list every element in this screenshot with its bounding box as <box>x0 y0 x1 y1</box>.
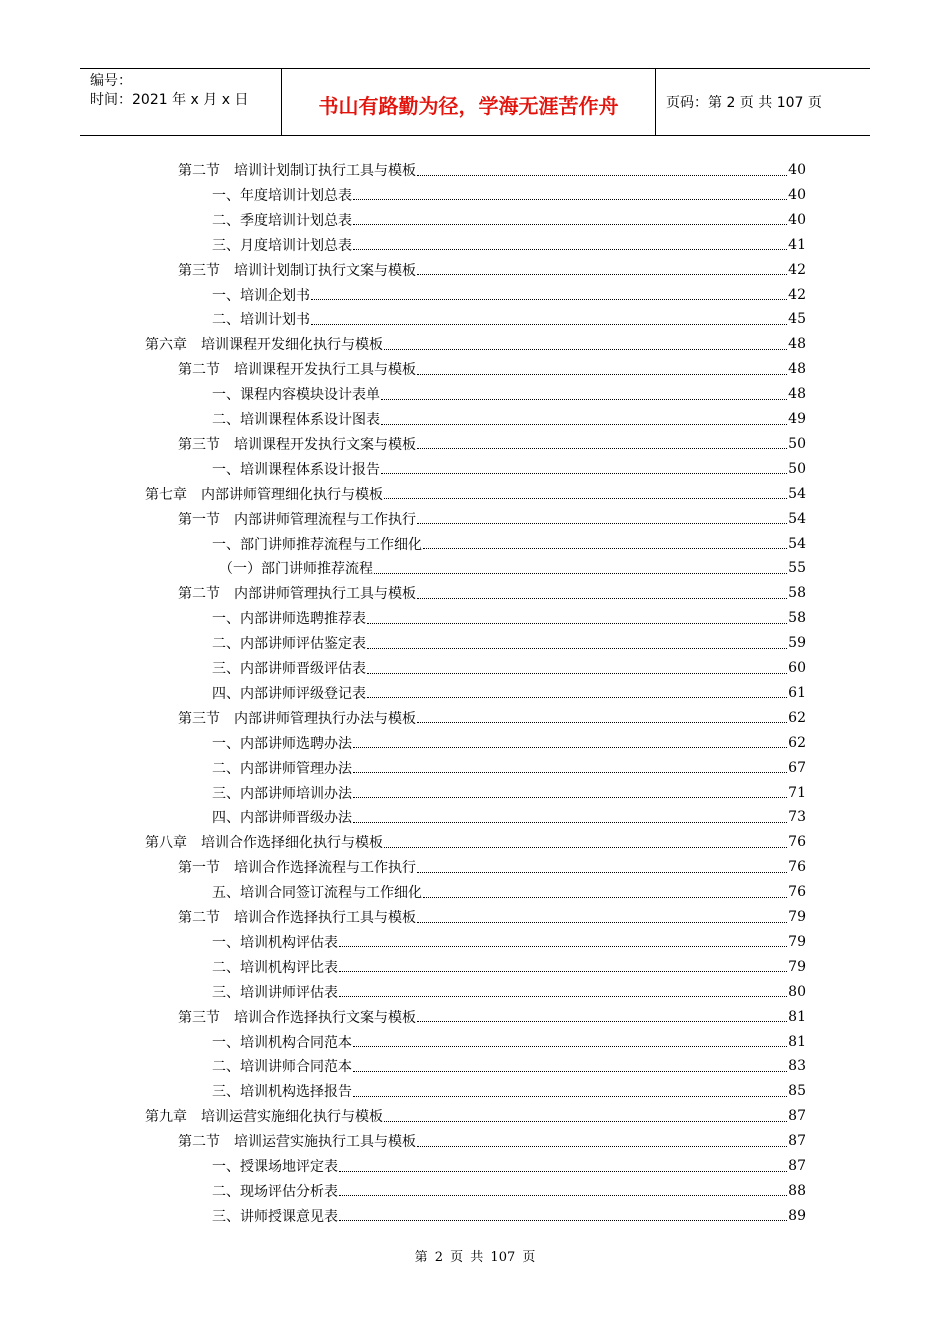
toc-entry-page: 61 <box>788 684 806 701</box>
toc-entry-title: 一、培训机构合同范本 <box>212 1034 352 1051</box>
toc-dot-leader <box>339 1181 787 1196</box>
toc-entry[interactable] <box>212 1204 806 1228</box>
toc-entry-page: 62 <box>788 709 806 726</box>
toc-entry[interactable] <box>212 631 806 655</box>
toc-entry-title: 三、培训机构选择报告 <box>212 1084 352 1101</box>
toc-entry-title: 第七章 内部讲师管理细化执行与模板 <box>145 486 383 503</box>
toc-dot-leader <box>339 1206 787 1221</box>
toc-dot-leader <box>353 235 787 250</box>
toc-entry[interactable] <box>212 606 806 630</box>
toc-entry[interactable] <box>212 1030 806 1054</box>
toc-entry[interactable] <box>212 307 806 331</box>
toc-entry[interactable] <box>212 457 806 481</box>
header-number-label: 编号： <box>90 73 132 89</box>
toc-entry-title: 二、内部讲师评估鉴定表 <box>212 636 366 653</box>
toc-entry-page: 81 <box>788 1033 806 1050</box>
toc-entry-title: 一、授课场地评定表 <box>212 1159 338 1175</box>
toc-entry-title: 三、培训讲师评估表 <box>212 984 338 1001</box>
toc-entry-title: 第三节 培训合作选择执行文案与模板 <box>178 1009 416 1026</box>
toc-entry[interactable] <box>219 556 806 580</box>
toc-dot-leader <box>339 1157 787 1172</box>
toc-entry-title: 一、部门讲师推荐流程与工作细化 <box>212 536 422 553</box>
toc-entry[interactable] <box>212 731 806 755</box>
toc-entry[interactable] <box>178 1005 806 1029</box>
toc-entry[interactable] <box>178 258 806 282</box>
toc-entry-title: 第二节 培训运营实施执行工具与模板 <box>178 1134 416 1151</box>
toc-entry-page: 89 <box>788 1207 806 1224</box>
toc-entry[interactable] <box>178 905 806 929</box>
toc-dot-leader <box>417 1007 787 1022</box>
toc-entry-title: 第一节 培训合作选择流程与工作执行 <box>178 860 416 877</box>
toc-entry[interactable] <box>212 756 806 780</box>
toc-dot-leader <box>367 659 787 674</box>
toc-entry[interactable] <box>212 980 806 1004</box>
toc-entry-page: 87 <box>788 1158 806 1174</box>
toc-entry-page: 80 <box>788 983 806 1000</box>
toc-entry-page: 59 <box>788 635 806 652</box>
toc-entry-title: 第八章 培训合作选择细化执行与模板 <box>145 835 383 852</box>
toc-entry-title: 四、内部讲师晋级办法 <box>212 810 352 827</box>
toc-entry-title: 二、培训讲师合同范本 <box>212 1059 352 1076</box>
toc-entry[interactable] <box>178 855 806 879</box>
toc-entry-title: 第三节 内部讲师管理执行办法与模板 <box>178 710 416 727</box>
toc-dot-leader <box>384 833 787 848</box>
toc-entry-title: 第三节 培训课程开发执行文案与模板 <box>178 436 416 453</box>
toc-entry[interactable] <box>212 681 806 705</box>
toc-entry-title: 第六章 培训课程开发细化执行与模板 <box>145 337 383 354</box>
toc-dot-leader <box>339 957 787 972</box>
toc-dot-leader <box>423 534 787 549</box>
toc-dot-leader <box>353 1082 787 1097</box>
toc-entry-page: 87 <box>788 1108 806 1125</box>
toc-dot-leader <box>339 982 787 997</box>
toc-dot-leader <box>353 758 787 773</box>
toc-entry-title: 二、季度培训计划总表 <box>212 212 352 229</box>
toc-entry-title: 一、年度培训计划总表 <box>212 187 352 204</box>
page-header <box>80 68 870 136</box>
toc-entry-title: 第二节 培训合作选择执行工具与模板 <box>178 910 416 926</box>
toc-entry[interactable] <box>212 283 806 307</box>
toc-entry-page: 40 <box>788 162 806 178</box>
toc-entry-page: 48 <box>788 386 806 403</box>
toc-entry-title: 第二节 内部讲师管理执行工具与模板 <box>178 586 416 603</box>
toc-entry-title: 一、培训机构评估表 <box>212 934 338 951</box>
toc-dot-leader <box>417 858 787 873</box>
toc-entry-page: 49 <box>788 411 806 427</box>
toc-entry-title: 第二节 培训课程开发执行工具与模板 <box>178 362 416 379</box>
header-date-label: 时间：2021 年 x 月 x 日 <box>90 92 249 108</box>
toc-entry[interactable] <box>178 581 806 605</box>
toc-dot-leader <box>417 161 787 176</box>
toc-entry[interactable] <box>212 1179 806 1203</box>
toc-entry-page: 50 <box>788 435 806 452</box>
toc-entry[interactable] <box>212 656 806 680</box>
toc-entry[interactable] <box>145 830 806 854</box>
toc-entry-page: 42 <box>788 286 806 303</box>
toc-entry-title: （一）部门讲师推荐流程 <box>219 561 373 578</box>
toc-entry-page: 48 <box>788 336 806 353</box>
toc-dot-leader <box>367 609 787 624</box>
toc-entry-page: 76 <box>788 859 806 876</box>
toc-entry-page: 76 <box>788 834 806 851</box>
toc-entry-page: 40 <box>788 211 806 228</box>
toc-entry[interactable] <box>212 208 806 232</box>
toc-entry[interactable] <box>212 382 806 406</box>
toc-dot-leader <box>353 1057 787 1072</box>
toc-entry[interactable] <box>178 432 806 456</box>
toc-dot-leader <box>381 459 787 474</box>
toc-entry-title: 二、现场评估分析表 <box>212 1183 338 1200</box>
toc-entry[interactable] <box>212 183 806 207</box>
toc-entry-page: 73 <box>788 809 806 826</box>
toc-entry-title: 三、月度培训计划总表 <box>212 237 352 254</box>
toc-entry-title: 第二节 培训计划制订执行工具与模板 <box>178 163 416 179</box>
toc-entry-page: 41 <box>788 236 806 253</box>
toc-entry[interactable] <box>212 930 806 954</box>
toc-dot-leader <box>353 210 787 225</box>
toc-dot-leader <box>381 385 787 400</box>
toc-dot-leader <box>417 584 787 599</box>
toc-entry[interactable] <box>178 357 806 381</box>
header-motto: 书山有路勤为径，学海无涯苦作舟 <box>282 69 656 135</box>
toc-entry-title: 一、课程内容模块设计表单 <box>212 387 380 404</box>
toc-entry-page: 67 <box>788 759 806 776</box>
toc-entry-page: 42 <box>788 261 806 278</box>
toc-entry-page: 79 <box>788 958 806 975</box>
toc-dot-leader <box>311 310 787 325</box>
toc-entry[interactable] <box>212 805 806 829</box>
toc-entry-page: 79 <box>788 933 806 950</box>
toc-entry-page: 54 <box>788 510 806 527</box>
toc-entry-title: 二、内部讲师管理办法 <box>212 760 352 777</box>
toc-dot-leader <box>311 285 787 300</box>
toc-entry-title: 二、培训机构评比表 <box>212 959 338 976</box>
toc-entry-page: 58 <box>788 585 806 602</box>
toc-entry-page: 55 <box>788 560 806 577</box>
toc-entry[interactable] <box>212 233 806 257</box>
toc-dot-leader <box>353 783 787 798</box>
toc-dot-leader <box>384 335 787 350</box>
toc-entry-page: 48 <box>788 361 806 378</box>
toc-entry[interactable] <box>212 1154 806 1178</box>
toc-entry-page: 40 <box>788 186 806 203</box>
toc-entry[interactable] <box>212 407 806 431</box>
toc-dot-leader <box>417 708 787 723</box>
toc-dot-leader <box>367 634 787 649</box>
toc-entry-page: 50 <box>788 460 806 477</box>
toc-entry-page: 81 <box>788 1008 806 1025</box>
toc-entry-title: 一、培训企划书 <box>212 287 310 304</box>
toc-dot-leader <box>423 883 787 898</box>
toc-entry-page: 71 <box>788 784 806 801</box>
toc-entry[interactable] <box>212 1054 806 1078</box>
toc-dot-leader <box>417 434 787 449</box>
toc-entry-page: 54 <box>788 485 806 502</box>
toc-dot-leader <box>374 559 787 574</box>
toc-dot-leader <box>417 908 787 923</box>
toc-entry-title: 一、内部讲师选聘推荐表 <box>212 611 366 628</box>
toc-entry[interactable] <box>212 955 806 979</box>
toc-dot-leader <box>417 360 787 375</box>
toc-dot-leader <box>384 1107 787 1122</box>
toc-entry[interactable] <box>212 880 806 904</box>
toc-dot-leader <box>367 683 787 698</box>
header-left-cell <box>80 69 282 135</box>
page-footer: 第 2 页 共 107 页 <box>414 1250 536 1265</box>
toc-entry-title: 第一节 内部讲师管理流程与工作执行 <box>178 511 416 528</box>
toc-entry-title: 三、讲师授课意见表 <box>212 1208 338 1225</box>
toc-entry-page: 58 <box>788 610 806 627</box>
toc-entry-page: 88 <box>788 1182 806 1199</box>
toc-entry[interactable] <box>178 1129 806 1153</box>
toc-entry-page: 54 <box>788 535 806 552</box>
toc-entry[interactable] <box>145 1104 806 1128</box>
toc-dot-leader <box>381 410 787 425</box>
toc-dot-leader <box>353 185 787 200</box>
toc-entry-page: 62 <box>788 734 806 751</box>
header-page-info: 页码：第 2 页 共 107 页 <box>666 95 822 111</box>
toc-entry-page: 60 <box>788 660 806 676</box>
toc-dot-leader <box>384 484 787 499</box>
toc-entry-page: 79 <box>788 909 806 925</box>
toc-entry-title: 二、培训课程体系设计图表 <box>212 412 380 428</box>
toc-dot-leader <box>353 808 787 823</box>
toc-entry[interactable] <box>178 507 806 531</box>
toc-entry-title: 五、培训合同签订流程与工作细化 <box>212 885 422 902</box>
toc-entry-page: 76 <box>788 884 806 901</box>
toc-entry-title: 二、培训计划书 <box>212 312 310 329</box>
toc-entry-page: 45 <box>788 311 806 328</box>
toc-entry-title: 三、内部讲师培训办法 <box>212 785 352 802</box>
toc-entry[interactable] <box>212 532 806 556</box>
toc-entry[interactable] <box>178 706 806 730</box>
toc-entry-page: 85 <box>788 1083 806 1100</box>
toc-dot-leader <box>353 1032 787 1047</box>
toc-entry[interactable] <box>212 781 806 805</box>
toc-entry-title: 一、内部讲师选聘办法 <box>212 735 352 752</box>
toc-entry-title: 第三节 培训计划制订执行文案与模板 <box>178 262 416 279</box>
toc-entry[interactable] <box>145 332 806 356</box>
toc-entry-title: 一、培训课程体系设计报告 <box>212 461 380 478</box>
toc-entry[interactable] <box>178 158 806 182</box>
toc-entry-title: 三、内部讲师晋级评估表 <box>212 661 366 677</box>
toc-entry-title: 第九章 培训运营实施细化执行与模板 <box>145 1109 383 1126</box>
toc-entry-page: 87 <box>788 1133 806 1150</box>
toc-dot-leader <box>417 1132 787 1147</box>
toc-dot-leader <box>353 733 787 748</box>
toc-dot-leader <box>339 932 787 947</box>
toc-entry-title: 四、内部讲师评级登记表 <box>212 685 366 702</box>
toc-entry-page: 83 <box>788 1058 806 1075</box>
toc-entry[interactable] <box>145 482 806 506</box>
toc-dot-leader <box>417 260 787 275</box>
toc-entry[interactable] <box>212 1079 806 1103</box>
toc-dot-leader <box>417 509 787 524</box>
